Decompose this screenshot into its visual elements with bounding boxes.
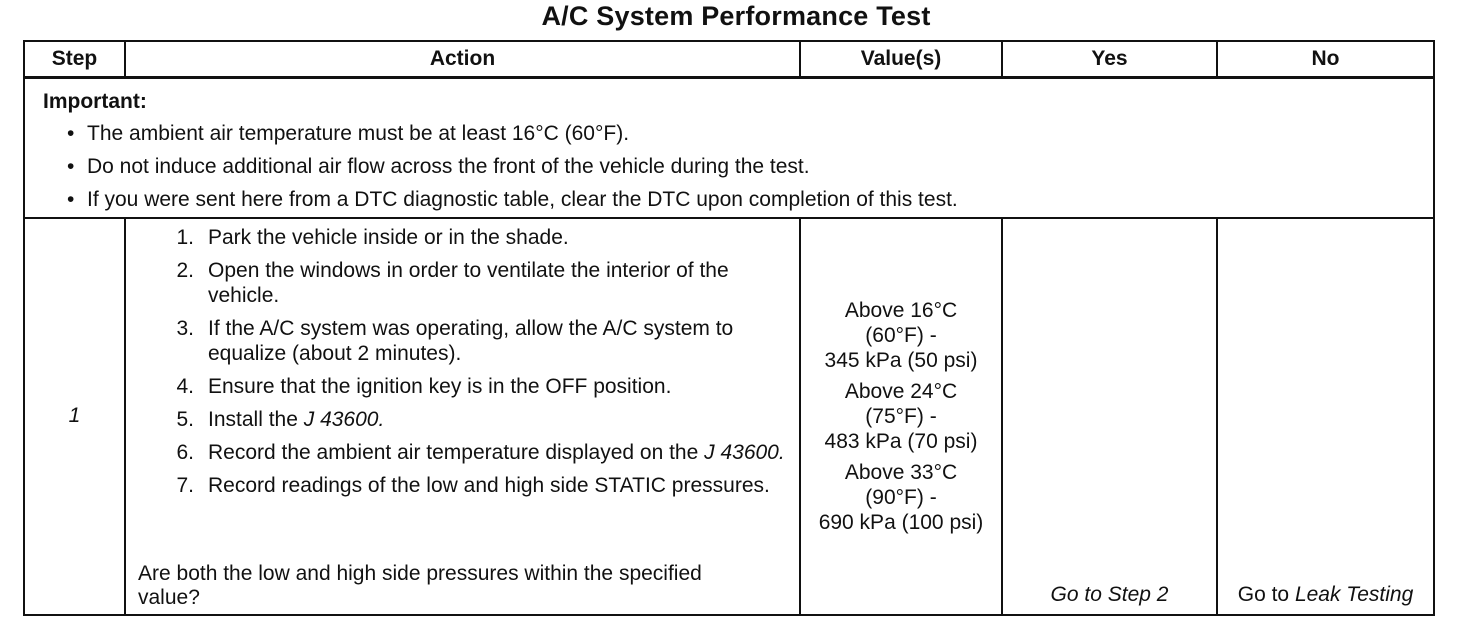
no-goto bbox=[1218, 582, 1433, 608]
action-cell bbox=[125, 218, 800, 615]
action-step-text: Install the bbox=[208, 407, 304, 431]
action-step-text: If the A/C system was operating, allow the A/C system to equalize (about 2 minutes). bbox=[208, 316, 734, 365]
important-cell bbox=[24, 78, 1434, 218]
action-step-number: 1. bbox=[176, 225, 194, 249]
action-step-number: 5. bbox=[176, 407, 194, 431]
value-entry bbox=[801, 298, 1001, 373]
important-note: • The ambient air temperature must be at least 16°C (60°F). bbox=[67, 117, 1433, 150]
value-temp-f: (90°F) - bbox=[865, 485, 937, 509]
yes-goto-link[interactable]: Go to Step 2 bbox=[1050, 582, 1169, 606]
value-temp-c: Above 33°C bbox=[844, 460, 958, 484]
value-temp-f: (60°F) - bbox=[865, 323, 937, 347]
action-step-text: Record readings of the low and high side STATIC pressures. bbox=[208, 473, 770, 497]
action-steps bbox=[138, 225, 789, 498]
action-step bbox=[138, 473, 789, 498]
value-entry bbox=[801, 460, 1001, 535]
action-step-body bbox=[208, 407, 789, 432]
value-pressure: 345 kPa (50 psi) bbox=[824, 348, 978, 372]
important-label: Important: bbox=[43, 90, 147, 113]
action-step bbox=[138, 225, 789, 250]
step-number: 1 bbox=[24, 218, 125, 615]
value-entry bbox=[801, 379, 1001, 454]
action-step-number: 6. bbox=[176, 440, 194, 464]
important-notes bbox=[43, 117, 1433, 216]
action-step bbox=[138, 407, 789, 432]
action-step-text: Open the windows in order to ventilate the interior of the vehicle. bbox=[208, 258, 729, 307]
yes-cell bbox=[1002, 218, 1217, 615]
tool-reference: J 43600. bbox=[303, 407, 385, 431]
header-row bbox=[24, 41, 1434, 78]
header-no: No bbox=[1217, 41, 1434, 78]
step-row-1 bbox=[24, 218, 1434, 615]
action-step-number: 4. bbox=[176, 374, 194, 398]
no-goto-prefix: Go to bbox=[1237, 582, 1295, 606]
header-action: Action bbox=[125, 41, 800, 78]
value-temp-c: Above 16°C bbox=[844, 298, 958, 322]
action-step-number: 3. bbox=[176, 316, 194, 340]
header-values: Value(s) bbox=[800, 41, 1002, 78]
no-cell bbox=[1217, 218, 1434, 615]
action-step-text: Record the ambient air temperature displayed on the bbox=[208, 440, 705, 464]
action-step-text: Ensure that the ignition key is in the OFF position. bbox=[208, 374, 672, 398]
important-row bbox=[24, 78, 1434, 218]
value-pressure: 690 kPa (100 psi) bbox=[818, 510, 984, 534]
action-step-number: 2. bbox=[176, 258, 194, 282]
action-step-body bbox=[208, 440, 789, 465]
value-temp-f: (75°F) - bbox=[865, 404, 937, 428]
value-pressure: 483 kPa (70 psi) bbox=[824, 429, 978, 453]
step-question: Are both the low and high side pressures within the specified value? bbox=[138, 561, 702, 609]
yes-goto bbox=[1003, 582, 1216, 608]
page-title: A/C System Performance Test bbox=[541, 1, 931, 31]
header-yes: Yes bbox=[1002, 41, 1217, 78]
no-goto-link[interactable]: Leak Testing bbox=[1294, 582, 1414, 606]
tool-reference: J 43600. bbox=[704, 440, 785, 464]
action-step bbox=[138, 374, 789, 399]
action-step-text: Park the vehicle inside or in the shade. bbox=[208, 225, 569, 249]
action-step bbox=[138, 316, 789, 366]
value-temp-c: Above 24°C bbox=[844, 379, 958, 403]
important-note: • If you were sent here from a DTC diagnostic table, clear the DTC upon completion of this test. bbox=[67, 183, 1433, 216]
performance-test-table bbox=[23, 40, 1435, 616]
action-step bbox=[138, 258, 789, 308]
important-note: • Do not induce additional air flow across the front of the vehicle during the test. bbox=[67, 150, 1433, 183]
action-step-number: 7. bbox=[176, 473, 194, 497]
values-cell bbox=[800, 218, 1002, 615]
action-step bbox=[138, 440, 789, 465]
header-step: Step bbox=[24, 41, 125, 78]
